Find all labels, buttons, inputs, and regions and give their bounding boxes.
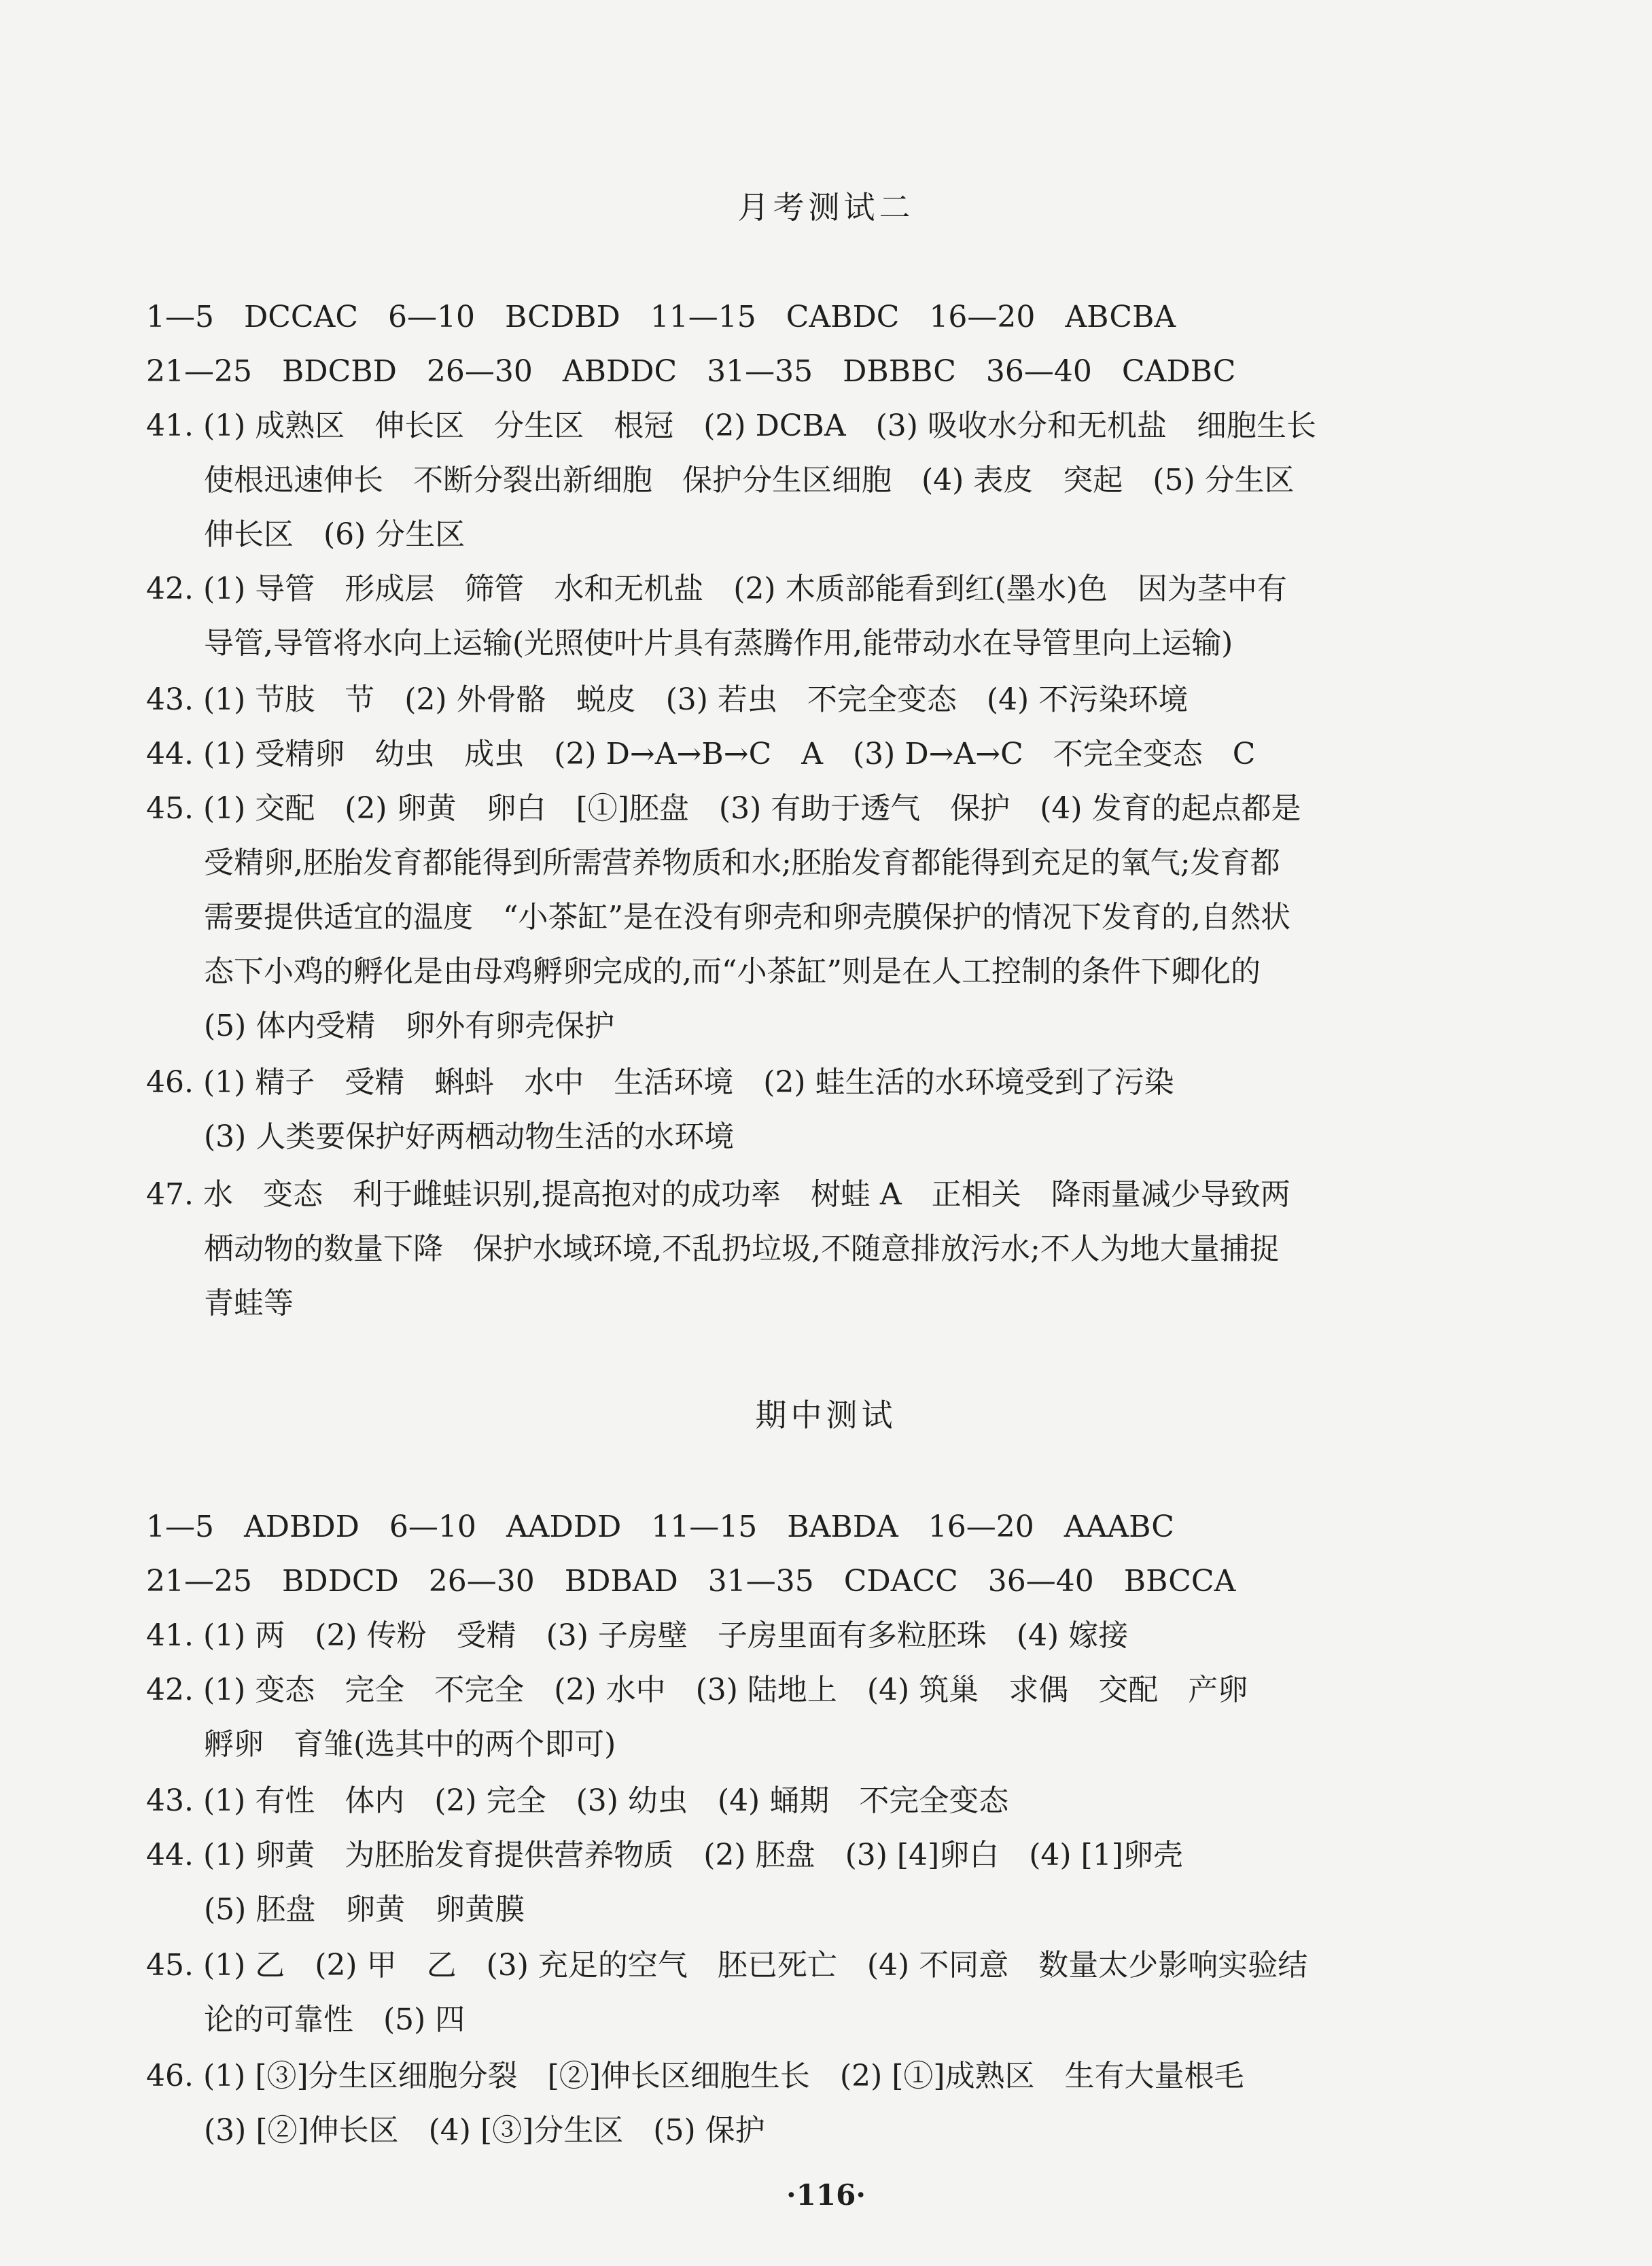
section-title-midterm-test: 期中测试: [755, 1397, 897, 1433]
answer-line: 21—25 BDCBD 26—30 ABDDC 31—35 DBBBC 36—40 CADBC: [146, 354, 1236, 389]
answer-line: 46. (1) [③]分生区细胞分裂 [②]伸长区细胞生长 (2) [①]成熟区 生有大量根毛: [146, 2059, 1244, 2093]
answer-line: (5) 胚盘 卵黄 卵黄膜: [204, 1892, 525, 1927]
answer-line: 1—5 ADBDD 6—10 AADDD 11—15 BABDA 16—20 AAABC: [146, 1510, 1174, 1544]
answer-line: 需要提供适宜的温度 “小茶缸”是在没有卵壳和卵壳膜保护的情况下发育的,自然状: [204, 900, 1290, 935]
answer-line: 45. (1) 乙 (2) 甲 乙 (3) 充足的空气 胚已死亡 (4) 不同意 数量太少影响实验结: [146, 1948, 1308, 1983]
answer-line: 41. (1) 成熟区 伸长区 分生区 根冠 (2) DCBA (3) 吸收水分和无机盐 细胞生长: [146, 408, 1316, 443]
answer-line: 论的可靠性 (5) 四: [204, 2002, 465, 2037]
answer-line: 41. (1) 两 (2) 传粉 受精 (3) 子房壁 子房里面有多粒胚珠 (4) 嫁接: [146, 1618, 1129, 1653]
answer-line: 孵卵 育雏(选其中的两个即可): [204, 1727, 616, 1762]
answer-line: 44. (1) 受精卵 幼虫 成虫 (2) D→A→B→C A (3) D→A→C 不完全变态 C: [146, 737, 1256, 771]
answer-line: 使根迅速伸长 不断分裂出新细胞 保护分生区细胞 (4) 表皮 突起 (5) 分生区: [204, 463, 1295, 498]
answer-line: 42. (1) 变态 完全 不完全 (2) 水中 (3) 陆地上 (4) 筑巢 求偶 交配 产卵: [146, 1673, 1248, 1707]
answer-line: (3) [②]伸长区 (4) [③]分生区 (5) 保护: [204, 2113, 765, 2148]
answer-line: 44. (1) 卵黄 为胚胎发育提供营养物质 (2) 胚盘 (3) [4]卵白 (4) [1]卵壳: [146, 1838, 1183, 1872]
answer-line: 43. (1) 节肢 节 (2) 外骨骼 蜕皮 (3) 若虫 不完全变态 (4) 不污染环境: [146, 682, 1189, 717]
page-number: ·116·: [786, 2178, 866, 2212]
answer-line: 伸长区 (6) 分生区: [204, 517, 465, 552]
answer-line: 1—5 DCCAC 6—10 BCDBD 11—15 CABDC 16—20 ABCBA: [146, 300, 1176, 334]
answer-line: 态下小鸡的孵化是由母鸡孵卵完成的,而“小茶缸”则是在人工控制的条件下卿化的: [204, 954, 1261, 989]
answer-line: 45. (1) 交配 (2) 卵黄 卵白 [①]胚盘 (3) 有助于透气 保护 (4) 发育的起点都是: [146, 791, 1301, 826]
answer-line: 青蛙等: [204, 1286, 294, 1321]
answer-line: 21—25 BDDCD 26—30 BDBAD 31—35 CDACC 36—40 BBCCA: [146, 1564, 1236, 1599]
section-title-monthly-test-2: 月考测试二: [737, 189, 915, 226]
answer-line: 47. 水 变态 利于雌蛙识别,提高抱对的成功率 树蛙 A 正相关 降雨量减少导致两: [146, 1177, 1290, 1212]
answer-line: 46. (1) 精子 受精 蝌蚪 水中 生活环境 (2) 蛙生活的水环境受到了污染: [146, 1065, 1174, 1100]
answer-line: 栖动物的数量下降 保护水域环境,不乱扔垃圾,不随意排放污水;不人为地大量捕捉: [204, 1232, 1280, 1266]
answer-line: 受精卵,胚胎发育都能得到所需营养物质和水;胚胎发育都能得到充足的氧气;发育都: [204, 846, 1280, 880]
answer-line: 42. (1) 导管 形成层 筛管 水和无机盐 (2) 木质部能看到红(墨水)色 因为茎中有: [146, 572, 1287, 606]
answer-line: (3) 人类要保护好两栖动物生活的水环境: [204, 1119, 735, 1154]
answer-line: 导管,导管将水向上运输(光照使叶片具有蒸腾作用,能带动水在导管里向上运输): [204, 626, 1233, 661]
answer-line: 43. (1) 有性 体内 (2) 完全 (3) 幼虫 (4) 蛹期 不完全变态: [146, 1783, 1009, 1818]
answer-line: (5) 体内受精 卵外有卵壳保护: [204, 1009, 615, 1043]
